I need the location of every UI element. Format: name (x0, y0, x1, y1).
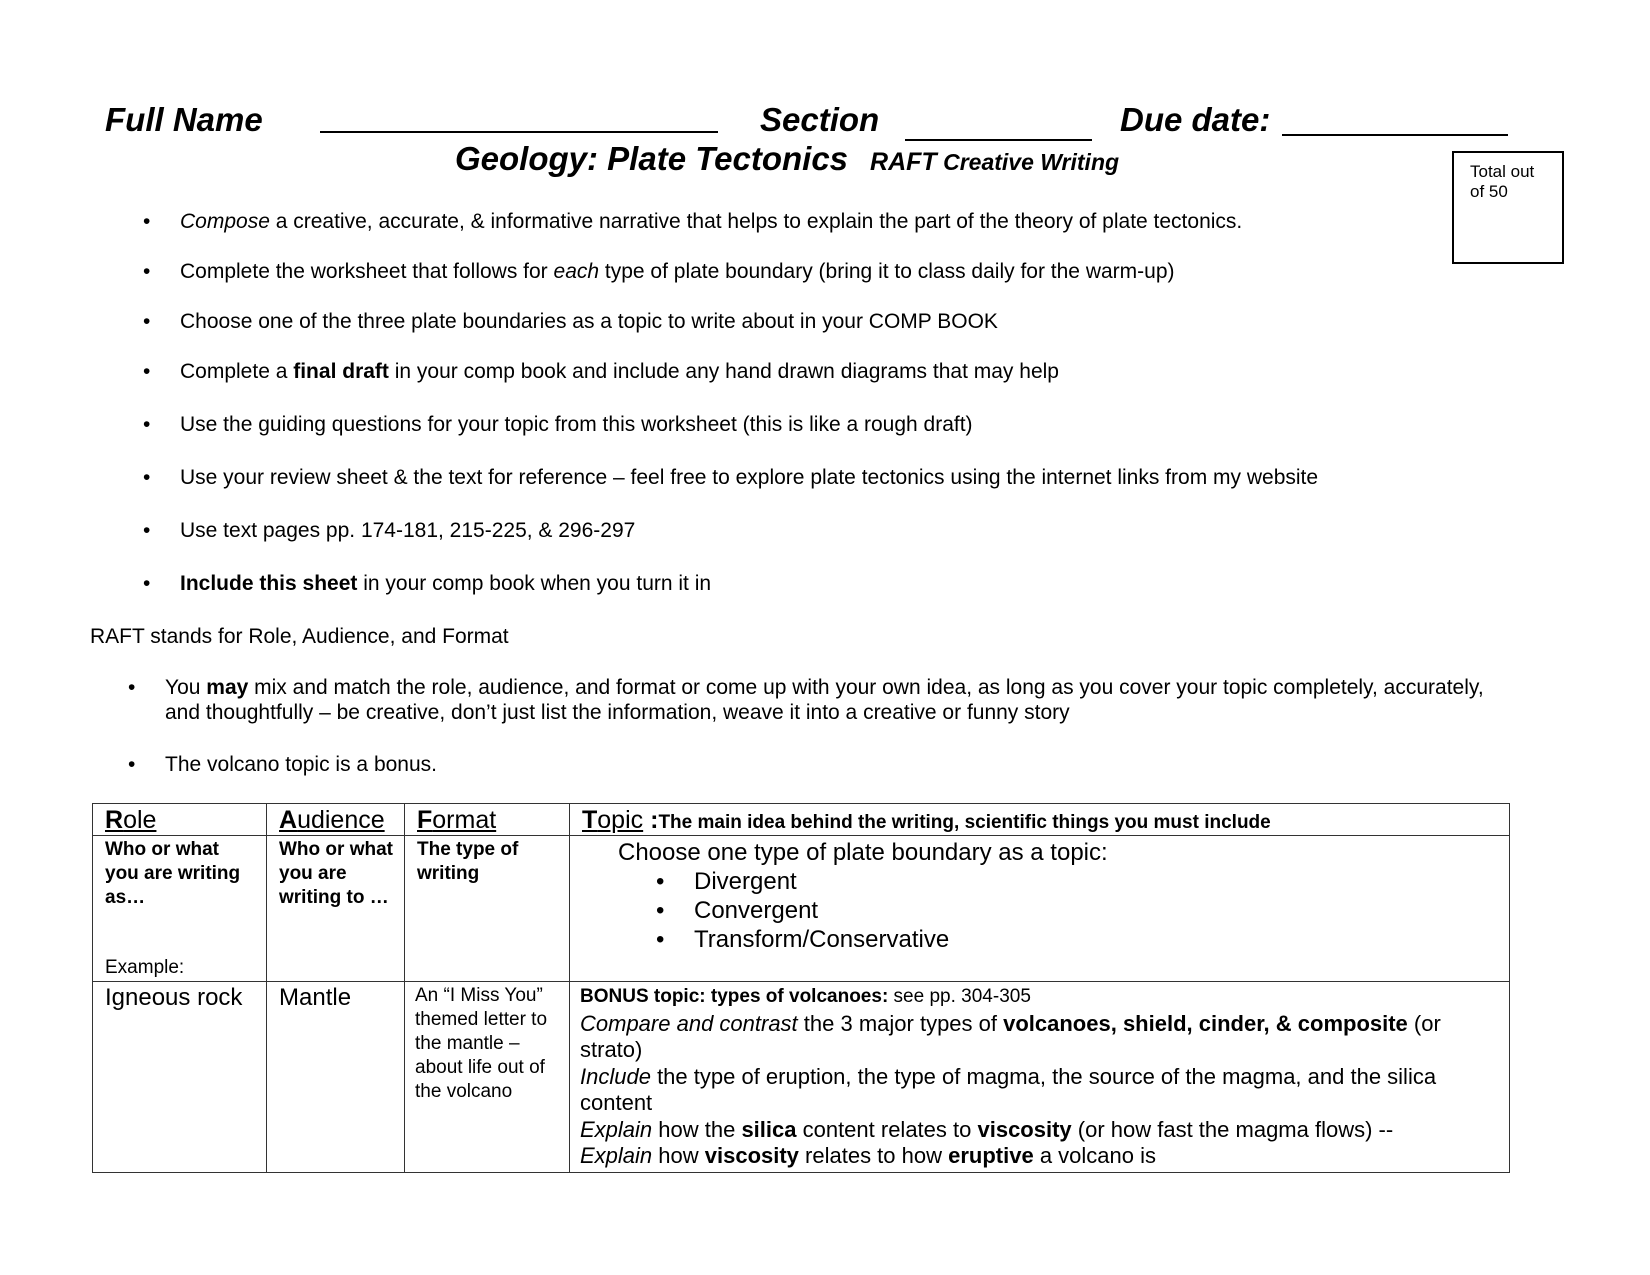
topic-option-convergent: • Convergent (618, 896, 1499, 925)
topic-description: The main idea behind the writing, scientific things you must include (658, 812, 1271, 833)
format-header: Format (405, 804, 570, 836)
instruction-bullet: • Compose a creative, accurate, & informative narrative that helps to explain the part of the theory of plate tectonics. (143, 210, 1243, 233)
bullet-icon: • (143, 210, 151, 233)
role-header: Role (93, 804, 267, 836)
table-header-row (93, 804, 1510, 836)
format-description: The type of writing (405, 836, 570, 982)
bullet-icon: • (143, 519, 151, 542)
bonus-line-compare: Compare and contrast the 3 major types of volcanoes, shield, cinder, & composite (or strato) (580, 1010, 1441, 1062)
bullet-icon: • (143, 260, 151, 283)
title-raft: RAFT (870, 148, 937, 176)
bullet-icon: • (143, 466, 151, 489)
example-format: An “I Miss You” themed letter to the mantle – about life out of the volcano (405, 982, 570, 1173)
bonus-line-include: Include the type of eruption, the type of magma, the source of the magma, and the silica content (580, 1063, 1437, 1115)
title-main: Geology: Plate Tectonics (455, 140, 849, 177)
full-name-label: Full Name (105, 101, 263, 138)
role-description: Who or what you are writing as… Example: (93, 836, 267, 982)
bullet-icon: • (143, 310, 151, 333)
bonus-topic (570, 982, 1510, 1173)
instruction-bullet: • Use your review sheet & the text for reference – feel free to explore plate tectonics using the internet links from my website (143, 466, 1319, 489)
due-date-label: Due date: (1120, 101, 1271, 138)
section-label: Section (760, 101, 880, 138)
mix-match-bullet: • You may mix and match the role, audience, and format or come up with your own idea, as long as you cover your topic completely, accurately, and thoughtfully – be creative, don’t just list the information, weave it into a creative or funny story (128, 676, 1484, 724)
bonus-line-explain-silica: Explain how the silica content relates to viscosity (or how fast the magma flows) -- (580, 1116, 1394, 1142)
example-label: Example: (105, 957, 185, 978)
bonus-title: BONUS topic: types of volcanoes: see pp. 304-305 (580, 986, 1031, 1007)
example-audience: Mantle (267, 982, 405, 1173)
instruction-bullet: • Complete the worksheet that follows for each type of plate boundary (bring it to class daily for the warm-up) (143, 260, 1175, 283)
volcano-bonus-bullet: • The volcano topic is a bonus. (128, 753, 437, 776)
raft-definition: RAFT stands for Role, Audience, and Format (90, 625, 509, 648)
total-line1: Total out (1470, 162, 1535, 181)
audience-header: Audience (267, 804, 405, 836)
instruction-bullet: • Complete a final draft in your comp book and include any hand drawn diagrams that may help (143, 360, 1059, 383)
total-score-box[interactable] (1452, 151, 1564, 264)
bullet-icon: • (143, 413, 151, 436)
audience-description: Who or what you are writing to … (267, 836, 405, 982)
total-line2: of 50 (1470, 182, 1508, 201)
topic-option-transform: • Transform/Conservative (618, 925, 1499, 954)
bullet-icon: • (128, 753, 136, 776)
page-title (455, 140, 1119, 178)
bullet-icon: • (143, 360, 151, 383)
description-row (93, 836, 1510, 982)
topic-header: Topic :The main idea behind the writing, scientific things you must include (570, 804, 1510, 836)
title-sub: Creative Writing (936, 149, 1120, 175)
example-row (93, 982, 1510, 1173)
raft-table (92, 803, 1510, 1173)
instruction-bullet: • Choose one of the three plate boundaries as a topic to write about in your COMP BOOK (143, 310, 998, 333)
instruction-bullet: • Include this sheet in your comp book when you turn it in (143, 572, 712, 595)
example-role: Igneous rock (93, 982, 267, 1173)
due-date-blank[interactable] (1282, 134, 1508, 136)
bullet-icon: • (143, 572, 151, 595)
topic-choice (570, 836, 1510, 982)
instruction-bullet: • Use the guiding questions for your topic from this worksheet (this is like a rough draft) (143, 413, 973, 436)
full-name-blank[interactable] (320, 131, 718, 133)
topic-intro: Choose one type of plate boundary as a topic: (618, 839, 1108, 866)
bullet-icon: • (128, 676, 136, 699)
topic-option-divergent: • Divergent (618, 867, 1499, 896)
bonus-line-explain-viscosity: Explain how viscosity relates to how eruptive a volcano is (580, 1143, 1156, 1168)
topic-options (618, 867, 1499, 954)
instruction-bullet: • Use text pages pp. 174-181, 215-225, & 296-297 (143, 519, 636, 542)
